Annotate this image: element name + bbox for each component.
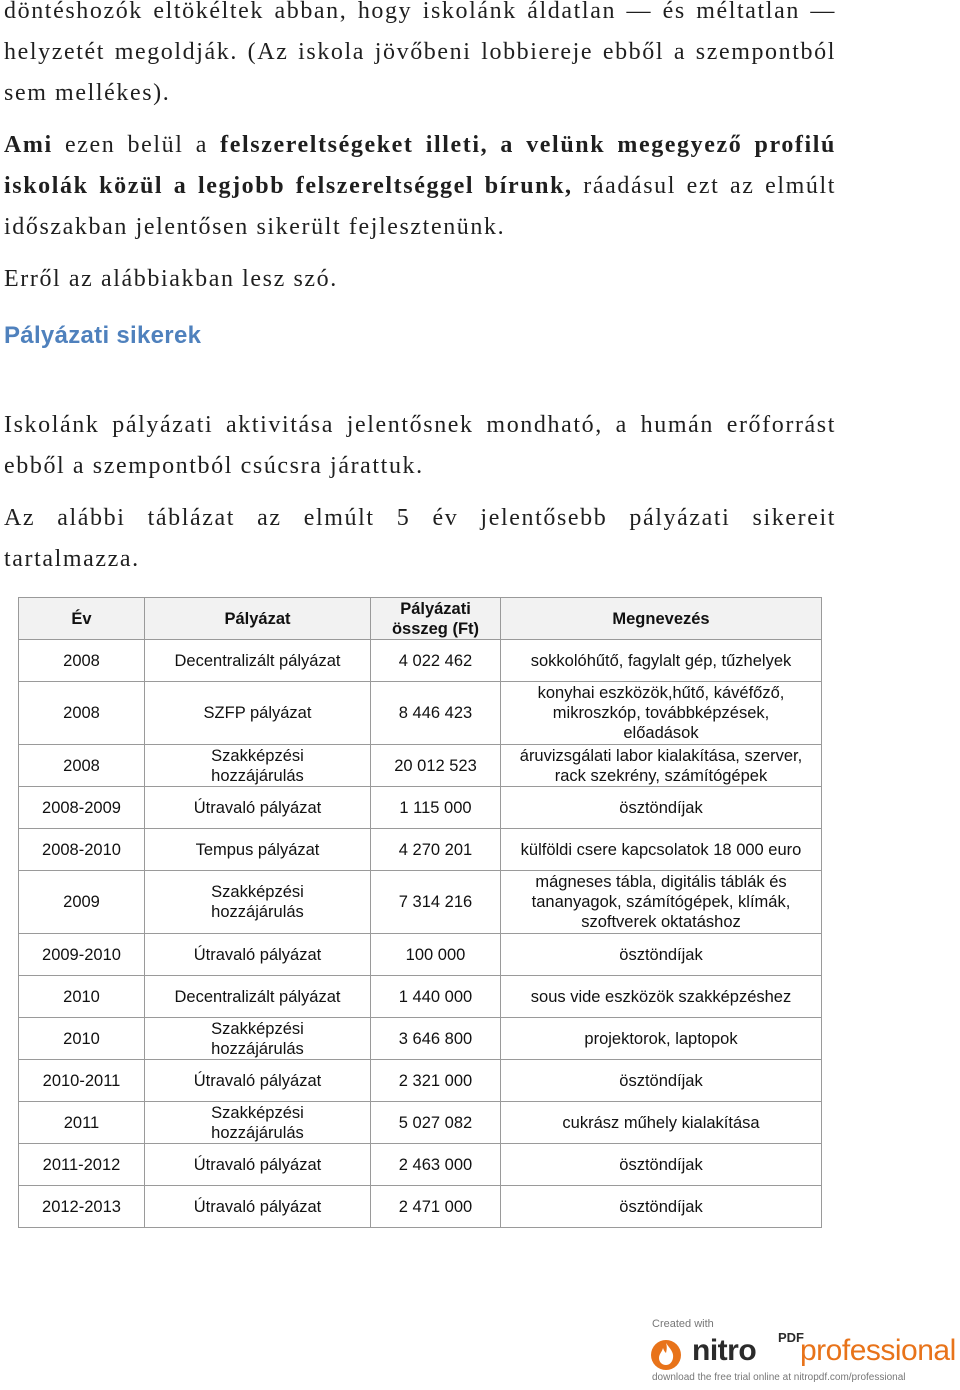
table-header-row: [19, 598, 822, 640]
cell-grant: Tempus pályázat: [145, 829, 371, 871]
equipment-bold-text: felszereltségeket illeti, a velünk megegyező profilú: [220, 132, 836, 158]
table-row: [19, 1060, 822, 1102]
cell-grant-line: Szakképzési: [211, 883, 304, 901]
grants-table: [18, 597, 822, 1228]
cell-grant: Útravaló pályázat: [145, 1144, 371, 1186]
cell-grant: SZFP pályázat: [145, 682, 371, 745]
cell-amount: 5 027 082: [371, 1102, 501, 1144]
cell-grant: Útravaló pályázat: [145, 787, 371, 829]
cell-amount: 4 270 201: [371, 829, 501, 871]
watermark-pdf: PDF: [778, 1330, 804, 1345]
equipment-line-1: [4, 125, 836, 166]
cell-year: 2010: [19, 1018, 145, 1060]
equipment-bold-ami: Ami: [4, 132, 53, 158]
cell-grant-line: hozzájárulás: [211, 766, 304, 785]
table-intro-line-2: tartalmazza.: [4, 546, 140, 572]
cell-year: 2008: [19, 682, 145, 745]
cell-amount: 2 471 000: [371, 1186, 501, 1228]
activity-line-1: Iskolánk pályázati aktivitása jelentősnek mondható, a humán erőforrást: [4, 412, 836, 438]
cell-name: ösztöndíjak: [501, 1186, 822, 1228]
cell-grant-line: hozzájárulás: [211, 1123, 304, 1142]
cell-grant-line: hozzájárulás: [211, 903, 304, 921]
cell-name: [501, 871, 822, 934]
cell-amount: 20 012 523: [371, 745, 501, 787]
section-heading: Pályázati sikerek: [4, 322, 202, 349]
cell-grant: Decentralizált pályázat: [145, 640, 371, 682]
cell-grant: Útravaló pályázat: [145, 1060, 371, 1102]
cell-name: projektorok, laptopok: [501, 1018, 822, 1060]
cell-name: ösztöndíjak: [501, 787, 822, 829]
cell-grant: [145, 1018, 371, 1060]
cell-amount: 4 022 462: [371, 640, 501, 682]
header-amount-line-2: összeg (Ft): [391, 619, 480, 638]
table-row: [19, 787, 822, 829]
table-row: [19, 1186, 822, 1228]
cell-name-line: tananyagok, számítógépek, klímák,: [531, 893, 791, 911]
table-row: [19, 745, 822, 787]
table-row: [19, 682, 822, 745]
cell-grant: [145, 1102, 371, 1144]
cell-name: sous vide eszközök szakképzéshez: [501, 976, 822, 1018]
cell-name: [501, 682, 822, 745]
cell-amount: 8 446 423: [371, 682, 501, 745]
cell-name-line: mágneses tábla, digitális táblák és: [535, 873, 787, 891]
cell-name: [501, 745, 822, 787]
cell-year: 2009: [19, 871, 145, 934]
cell-name-line: mikroszkóp, továbbképzések,: [552, 704, 770, 722]
cell-amount: 1 440 000: [371, 976, 501, 1018]
header-name: Megnevezés: [501, 598, 822, 640]
cell-name: cukrász műhely kialakítása: [501, 1102, 822, 1144]
cell-year: 2008: [19, 745, 145, 787]
cell-grant-line: hozzájárulás: [211, 1039, 304, 1058]
equipment-text: ezen belül a: [52, 132, 221, 158]
cell-year: 2010-2011: [19, 1060, 145, 1102]
cell-grant: Decentralizált pályázat: [145, 976, 371, 1018]
equipment-line-2: [4, 166, 836, 207]
cell-year: 2009-2010: [19, 934, 145, 976]
intro-line-3: sem mellékes).: [4, 80, 171, 106]
table-row: [19, 829, 822, 871]
cell-name-line: konyhai eszközök,hűtő, kávéfőző,: [537, 684, 785, 702]
watermark-trial-text: download the free trial online at nitropdf.com/professional: [652, 1372, 906, 1383]
cell-grant-line: Szakképzési: [211, 746, 304, 765]
cell-amount: 100 000: [371, 934, 501, 976]
cell-name-line: áruvizsgálati labor kialakítása, szerver,: [519, 746, 803, 765]
cell-amount: 1 115 000: [371, 787, 501, 829]
nitro-flame-icon: [648, 1336, 684, 1372]
table-intro-line-1: Az alábbi táblázat az elmúlt 5 év jelentősebb pályázati sikereit: [4, 505, 836, 531]
cell-name-line: szoftverek oktatáshoz: [581, 913, 741, 931]
intro-line-2: helyzetét megoldják. (Az iskola jövőbeni lobbiereje ebből a szempontból: [4, 39, 836, 65]
cell-grant-line: Szakképzési: [211, 1019, 304, 1038]
cell-year: 2008-2009: [19, 787, 145, 829]
table-row: [19, 1102, 822, 1144]
cell-name: ösztöndíjak: [501, 1144, 822, 1186]
below-sentence: Erről az alábbiakban lesz szó.: [4, 266, 338, 292]
cell-amount: 3 646 800: [371, 1018, 501, 1060]
header-year: Év: [19, 598, 145, 640]
intro-line-1: döntéshozók eltökéltek abban, hogy iskolánk áldatlan — és méltatlan —: [4, 0, 836, 24]
equipment-bold-text-2: iskolák közül a legjobb felszereltséggel bírunk,: [4, 173, 573, 199]
nitro-watermark: [648, 1318, 958, 1388]
cell-year: 2010: [19, 976, 145, 1018]
watermark-professional: professional: [800, 1334, 956, 1367]
cell-grant: Útravaló pályázat: [145, 1186, 371, 1228]
cell-amount: 2 463 000: [371, 1144, 501, 1186]
cell-year: 2012-2013: [19, 1186, 145, 1228]
cell-year: 2008-2010: [19, 829, 145, 871]
watermark-brand: nitro: [692, 1334, 757, 1367]
cell-amount: 7 314 216: [371, 871, 501, 934]
table-row: [19, 934, 822, 976]
cell-name: sokkolóhűtő, fagylalt gép, tűzhelyek: [501, 640, 822, 682]
cell-name-line: előadások: [623, 724, 699, 742]
cell-grant-line: Szakképzési: [211, 1103, 304, 1122]
header-amount-line-1: Pályázati: [400, 599, 471, 618]
header-amount: [371, 598, 501, 640]
cell-year: 2011-2012: [19, 1144, 145, 1186]
table-row: [19, 871, 822, 934]
cell-name: külföldi csere kapcsolatok 18 000 euro: [501, 829, 822, 871]
table-row: [19, 640, 822, 682]
watermark-created-text: Created with: [652, 1318, 714, 1330]
equipment-line-3: időszakban jelentősen sikerült fejlesztenünk.: [4, 214, 506, 240]
cell-year: 2011: [19, 1102, 145, 1144]
cell-grant: [145, 871, 371, 934]
cell-year: 2008: [19, 640, 145, 682]
equipment-text-2: ráadásul ezt az elmúlt: [572, 173, 836, 199]
cell-amount: 2 321 000: [371, 1060, 501, 1102]
activity-line-2: ebből a szempontból csúcsra járattuk.: [4, 453, 424, 479]
cell-name-line: rack szekrény, számítógépek: [554, 766, 768, 785]
cell-name: ösztöndíjak: [501, 934, 822, 976]
cell-grant: Útravaló pályázat: [145, 934, 371, 976]
table-row: [19, 976, 822, 1018]
table-row: [19, 1144, 822, 1186]
cell-name: ösztöndíjak: [501, 1060, 822, 1102]
table-row: [19, 1018, 822, 1060]
header-grant: Pályázat: [145, 598, 371, 640]
cell-grant: [145, 745, 371, 787]
